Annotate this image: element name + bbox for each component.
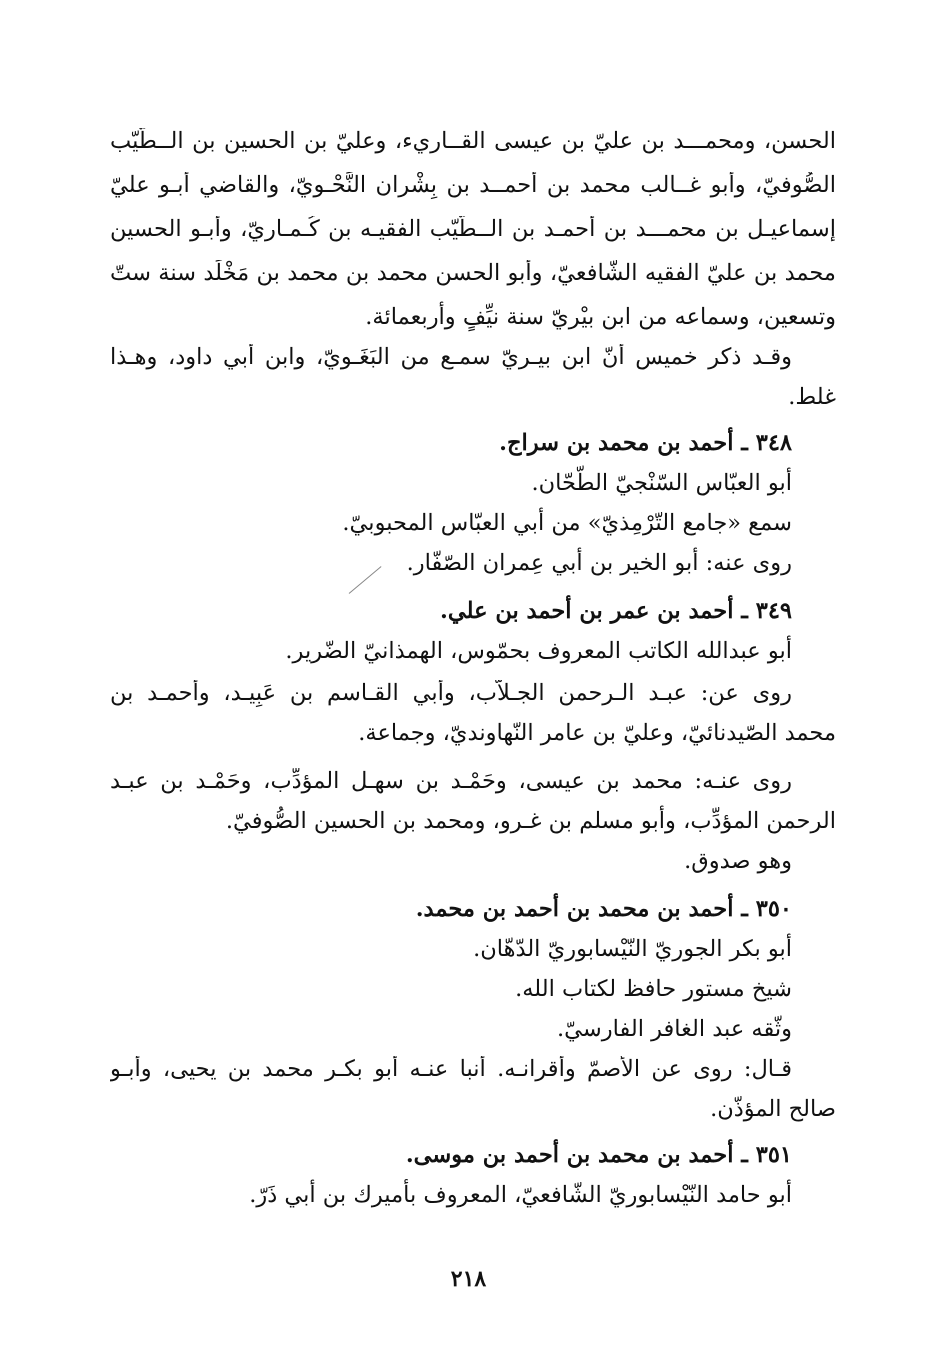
text-line: غلط. (788, 384, 836, 410)
entry-heading-349: ٣٤٩ ـ أحمد بن عمر بن أحمد بن علي. (440, 598, 792, 624)
text-line: سمع «جامع التّرْمِذيّ» من أبي العبّاس المحبوبيّ. (342, 510, 792, 536)
text-line: الرحمن المؤدِّب، وأبو مسلم بن غـرو، ومحمد بن الحسين الصُّوفيّ. (225, 808, 836, 834)
text-line: أبو بكر الجوريّ النّيْسابوريّ الدّهّان. (473, 936, 792, 962)
text-line: الصُّوفيّ، وأبو غــالب محمد بن أحمــد بن بِشْران النَّحْـويّ، والقاضي أبـو عليّ (110, 172, 836, 198)
text-line: شيخ مستور حافظ لكتاب الله. (515, 976, 792, 1002)
text-line: صالح المؤذّن. (710, 1096, 836, 1122)
entry-heading-350: ٣٥٠ ـ أحمد بن محمد بن أحمد بن محمد. (415, 896, 792, 922)
text-line: روى عنـه: محمد بن عيسى، وحَمْـد بن سهـل المؤدِّب، وحَمْـد بن عبـد (110, 768, 792, 794)
entry-heading-351: ٣٥١ ـ أحمد بن محمد بن أحمد بن موسى. (405, 1142, 792, 1168)
text-line: وقـد ذكر خميس أنّ ابن بيـريّ سمـع من البَغَـويّ، وابن أبي داود، وهـذا (110, 344, 792, 370)
text-line: قـال: روى عن الأصمّ وأقرانـه. أنبا عنـه أبو بكـر محمد بن يحيى، وأبـو (110, 1056, 792, 1082)
entry-heading-348: ٣٤٨ ـ أحمد بن محمد بن سراج. (499, 430, 792, 456)
text-line: محمد الصّيدنائيّ، وعليّ بن عامر النّهاونديّ، وجماعة. (358, 720, 836, 746)
text-line: محمد بن عليّ الفقيه الشّافعيّ، وأبو الحسن محمد بن محمد بن مَخْلَد سنة ستّ (110, 260, 836, 286)
text-line: أبو حامد النّيْسابوريّ الشّافعيّ، المعروف بأميرك بن أبي ذَرّ. (249, 1182, 792, 1208)
text-line: أبو العبّاس السّنْجيّ الطّحّان. (531, 470, 792, 496)
text-line: روى عنه: أبو الخير بن أبي عِمران الصّفّار. (406, 550, 792, 576)
text-line: إسماعيـل بن محمـــد بن أحمـد بن الــطّيّب الفقيـه بن كُـمـاريّ، وأبـو الحسين (110, 216, 836, 242)
text-line: روى عن: عبـد الـرحمن الجـلاّب، وأبي القـاسم بن عَبِيـد، وأحمـد بن (110, 680, 792, 706)
text-line: وثّقه عبد الغافر الفارسيّ. (556, 1016, 792, 1042)
text-line: الحسن، ومحمـــد بن عليّ بن عيسى القــاريء، وعليّ بن الحسين بن الــطّيّب (110, 128, 836, 154)
text-line: وهو صدوق. (684, 848, 792, 874)
page-number: ٢١٨ (450, 1266, 487, 1292)
text-line: وتسعين، وسماعه من ابن بيْريّ سنة نيِّفٍ وأربعمائة. (365, 304, 836, 330)
book-page (110, 118, 836, 1268)
text-line: أبو عبدالله الكاتب المعروف بحمّوس، الهمذانيّ الضّرير. (285, 638, 792, 664)
